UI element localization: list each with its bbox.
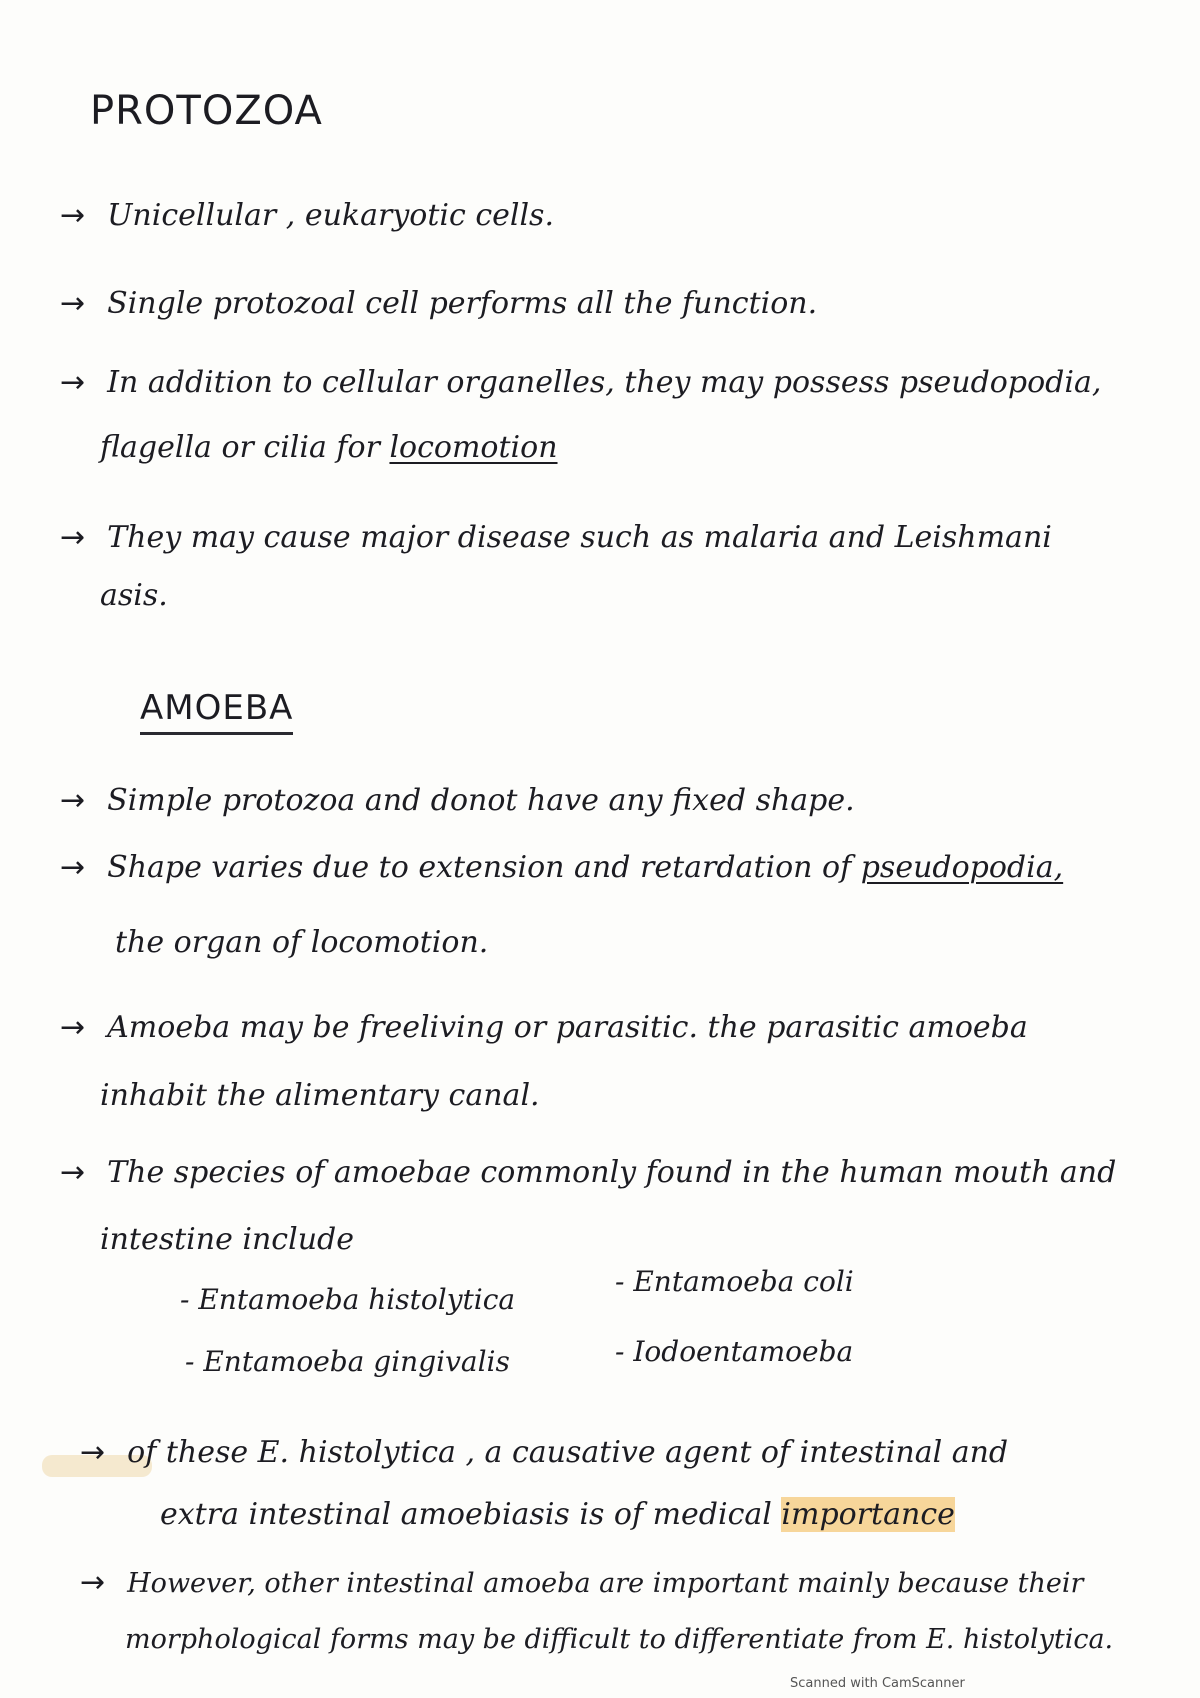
pseudopodia-underlined: pseudopodia, (860, 850, 1064, 885)
species-item: - Entamoeba histolytica (180, 1283, 516, 1316)
arrow-icon: → (60, 365, 86, 400)
protozoa-point-4: → They may cause major disease such as malaria and Leishmani (60, 520, 1052, 555)
amoeba-point-3-cont: inhabit the alimentary canal. (100, 1078, 540, 1113)
protozoa-point-3-cont: flagella or cilia for locomotion (100, 430, 558, 465)
section-heading-amoeba: AMOEBA (140, 688, 293, 735)
importance-highlighted: importance (781, 1497, 955, 1532)
species-item: - Entamoeba gingivalis (185, 1345, 510, 1378)
amoeba-point-3: → Amoeba may be freeliving or parasitic. the parasitic amoeba (60, 1010, 1028, 1045)
protozoa-point-4-cont: asis. (100, 578, 168, 613)
arrow-icon: → (60, 1010, 86, 1045)
arrow-icon: → (60, 1155, 86, 1190)
amoeba-point-2: → Shape varies due to extension and retardation of pseudopodia, (60, 850, 1064, 885)
arrow-icon: → (60, 520, 86, 555)
species-item: - Entamoeba coli (615, 1265, 854, 1298)
page-title: PROTOZOA (90, 88, 323, 134)
arrow-icon: → (60, 783, 86, 818)
arrow-icon: → (80, 1435, 106, 1470)
amoeba-point-5-cont: extra intestinal amoebiasis is of medical importance (160, 1497, 955, 1532)
arrow-icon: → (60, 286, 86, 321)
locomotion-underlined: locomotion (389, 430, 558, 465)
protozoa-point-3: → In addition to cellular organelles, they may possess pseudopodia, (60, 365, 1102, 400)
amoeba-point-2-cont: the organ of locomotion. (115, 925, 489, 960)
protozoa-point-1: → Unicellular , eukaryotic cells. (60, 198, 554, 233)
amoeba-point-4: → The species of amoebae commonly found in the human mouth and (60, 1155, 1117, 1190)
amoeba-point-4-cont: intestine include (100, 1222, 354, 1257)
amoeba-point-6: → However, other intestinal amoeba are important mainly because their (80, 1565, 1084, 1600)
protozoa-point-2: → Single protozoal cell performs all the function. (60, 286, 818, 321)
species-item: - Iodoentamoeba (615, 1335, 854, 1368)
arrow-icon: → (60, 850, 86, 885)
amoeba-point-5: → of these E. histolytica , a causative agent of intestinal and (80, 1435, 1009, 1470)
scanner-watermark: Scanned with CamScanner (790, 1676, 965, 1691)
amoeba-point-6-cont: morphological forms may be difficult to differentiate from E. histolytica. (125, 1624, 1114, 1655)
arrow-icon: → (80, 1565, 106, 1600)
arrow-icon: → (60, 198, 86, 233)
amoeba-point-1: → Simple protozoa and donot have any fixed shape. (60, 783, 855, 818)
